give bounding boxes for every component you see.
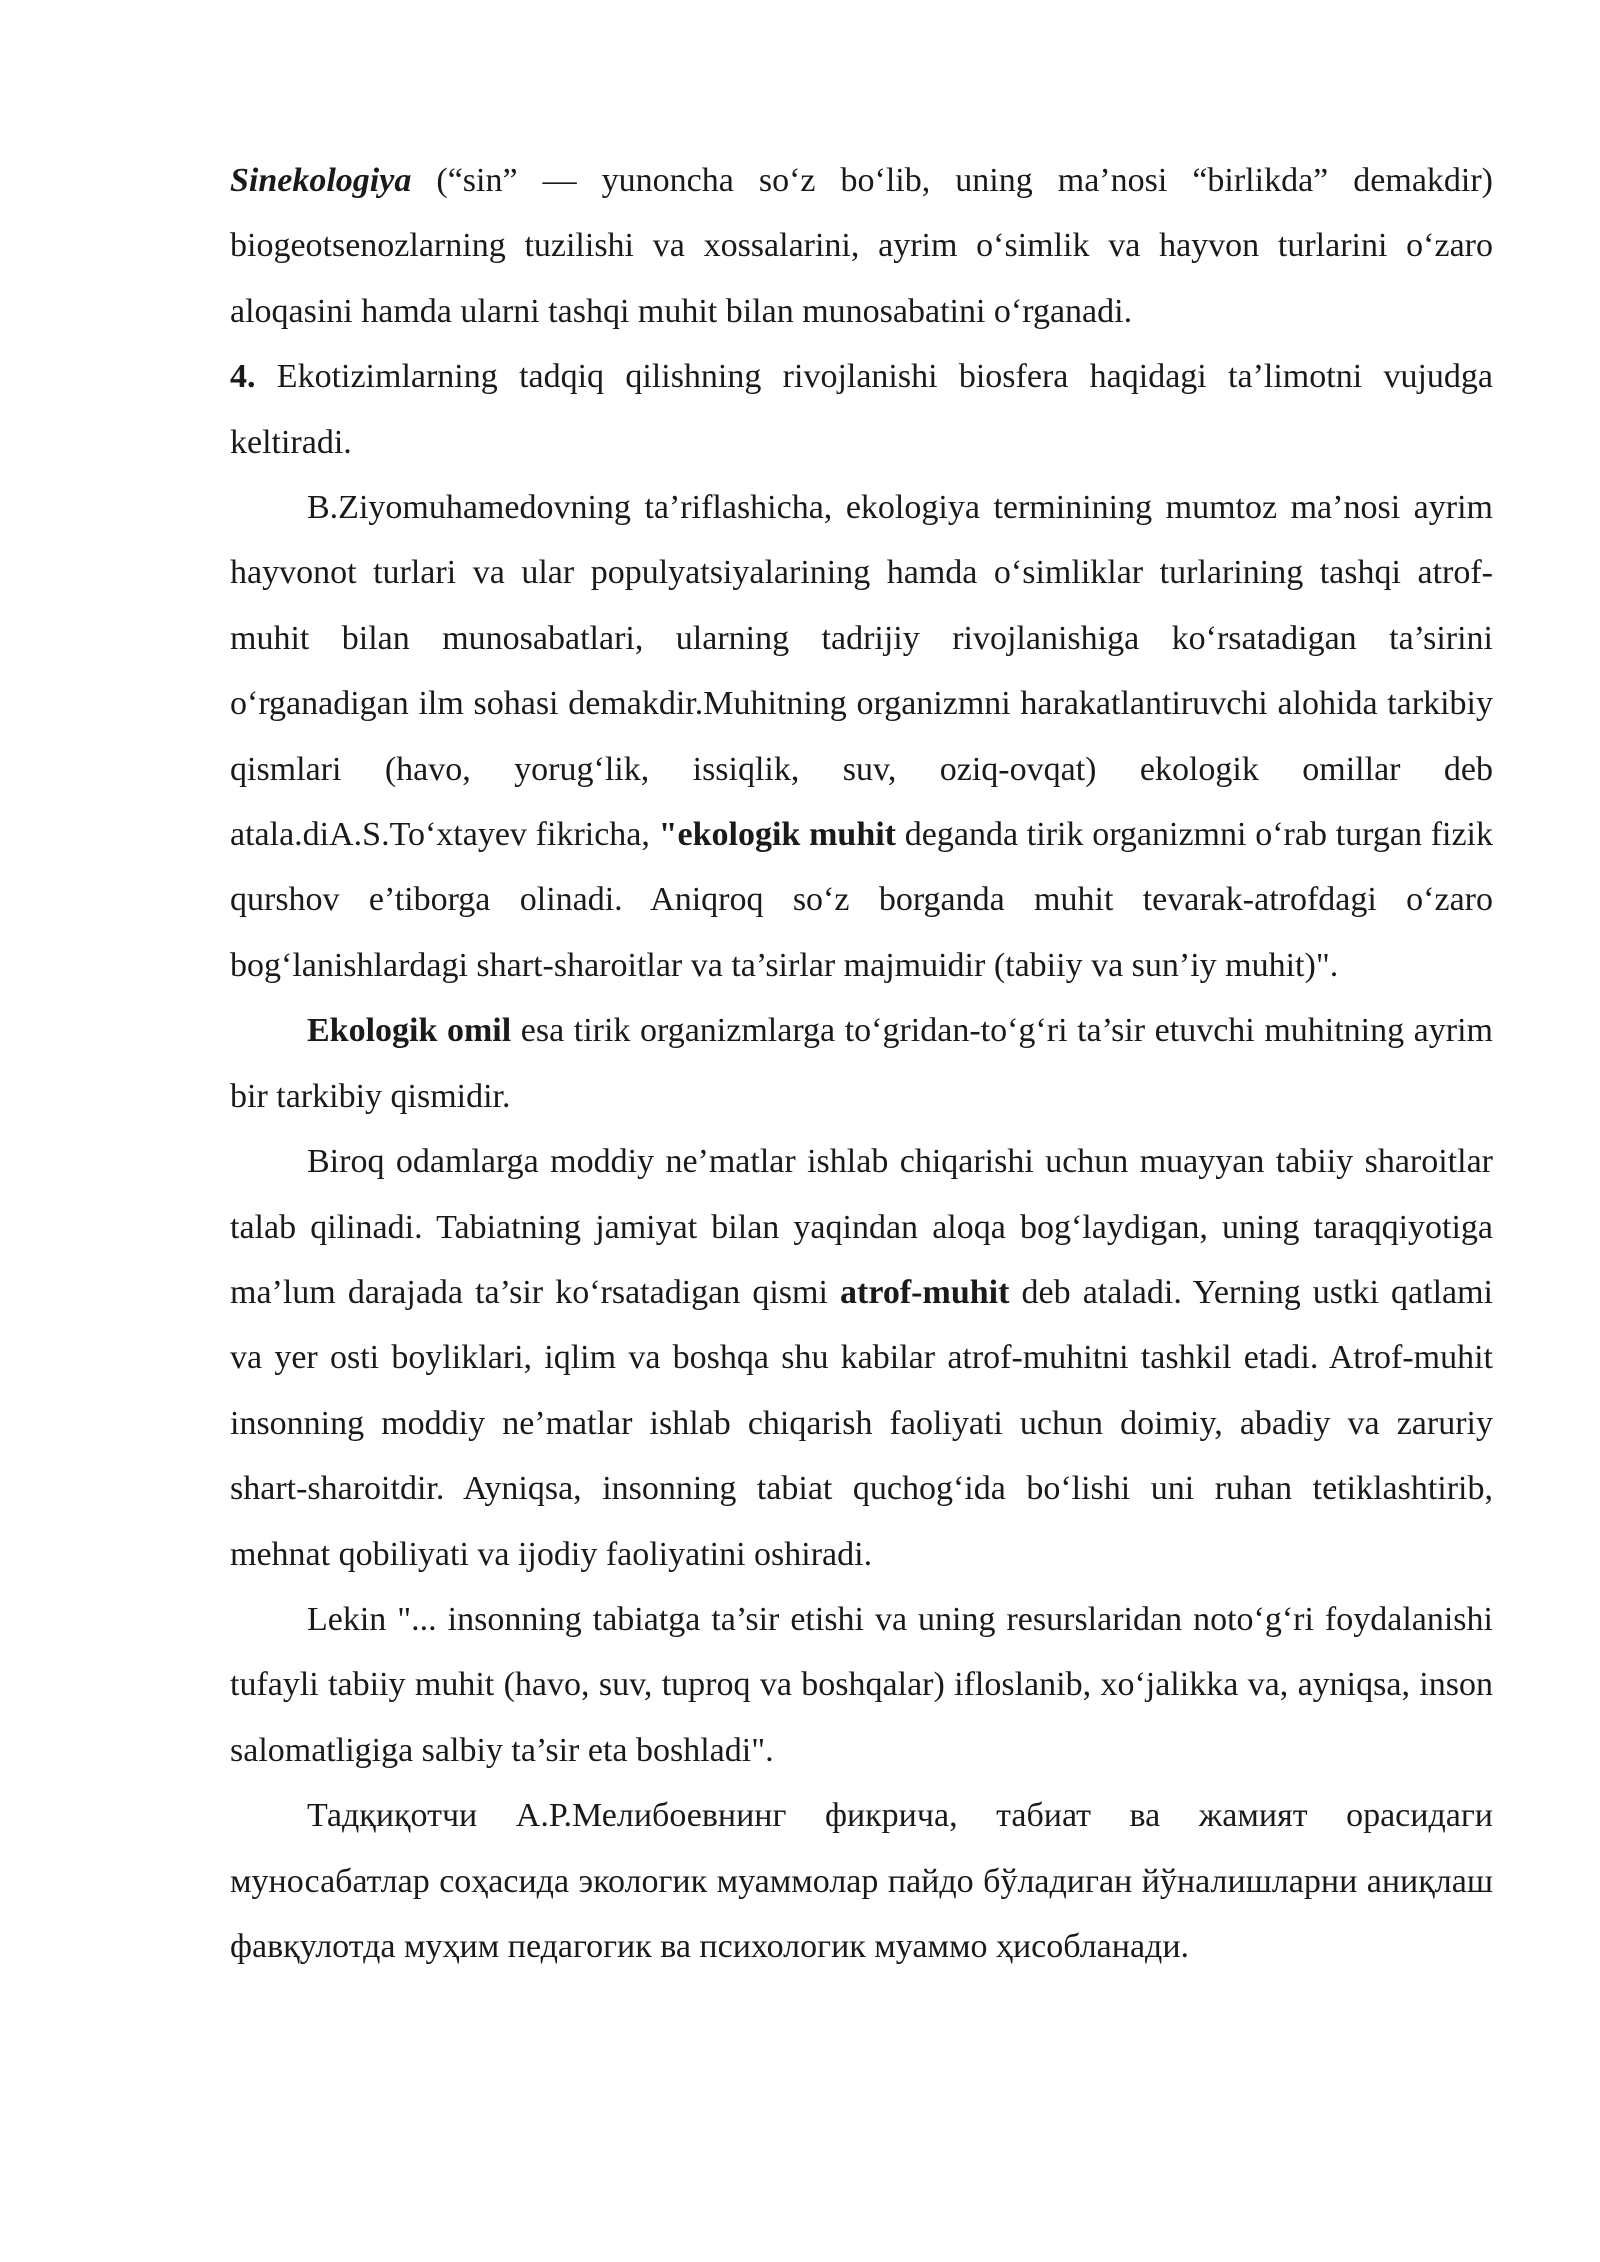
paragraph-sinekologiya: [230, 148, 1493, 344]
paragraph-ziyomuhamedov: [230, 475, 1493, 998]
document-body: [230, 148, 1493, 1979]
paragraph-text: esa tirik organizmlarga to‘gridan-to‘g‘ri ta’sir etuvchi muhitning ayrim bir tarkibiy qismidir.: [230, 1012, 1493, 1115]
paragraph-text: Biroq odamlarga moddiy ne’matlar ishlab chiqarishi uchun muayyan tabiiy sharoitlar talab qilinadi. Tabiatning jamiyat bilan yaqindan aloqa bog‘laydigan, uning taraqqiyotiga ma’lum darajada ta’sir ko‘rsatadigan qismi: [230, 1143, 1493, 1311]
term-ekologik-omil: Ekologik omil: [307, 1012, 512, 1050]
term-sinekologiya: Sinekologiya: [230, 162, 412, 199]
term-atrof-muhit: atrof-muhit: [840, 1273, 1010, 1311]
paragraph-atrof-muhit: [230, 1129, 1493, 1587]
paragraph-meliboev: [230, 1783, 1493, 1979]
paragraph-text: Ekotizimlarning tadqiq qilishning rivojlanishi biosfera haqidagi ta’limotni vujudga keltiradi.: [230, 358, 1493, 461]
paragraph-text: deganda tirik organizmni o‘rab turgan fizik qurshov e’tiborga olinadi. Aniqroq so‘z borganda muhit tevarak-atrofdagi o‘zaro bog‘lanishlardagi shart-sharoitlar va ta’sirlar majmuidir (tabiiy va sun’iy muhit)".: [230, 816, 1494, 984]
paragraph-ekotizimlar: [230, 344, 1493, 475]
paragraph-lekin: [230, 1587, 1493, 1783]
paragraph-ekologik-omil: [230, 998, 1493, 1129]
paragraph-text: deb ataladi. Yerning ustki qatlami va yer osti boyliklari, iqlim va boshqa shu kabilar atrof-muhitni tashkil etadi. Atrof-muhit insonning moddiy ne’matlar ishlab chiqarish faoliyati uchun doimiy, abadiy va zaruriy shart-sharoitdir. Ayniqsa, insonning tabiat quchog‘ida bo‘lishi uni ruhan tetiklashtirib, mehnat qobiliyati va ijodiy faoliyatini oshiradi.: [230, 1273, 1494, 1573]
list-number: 4.: [230, 358, 256, 396]
paragraph-text: B.Ziyomuhamedovning ta’riflashicha, ekologiya terminining mumtoz ma’nosi ayrim hayvonot turlari va ular populyatsiyalarining hamda o‘simliklar turlarining tashqi atrof-muhit bilan munosabatlari, ularning tadrijiy rivojlanishiga ko‘rsatadigan ta’sirini o‘rganadigan ilm sohasi demakdir.Muhitning organizmni harakatlantiruvchi alohida tarkibiy qismlari (havo, yorug‘lik, issiqlik, suv, oziq-ovqat) ekologik omillar deb atala.diA.S.To‘xtayev fikricha,: [230, 489, 1493, 854]
paragraph-text: Lekin "... insonning tabiatga ta’sir etishi va uning resurslaridan noto‘g‘ri foydalanishi tufayli tabiiy muhit (havo, suv, tuproq va boshqalar) ifloslanib, xo‘jalikka va, ayniqsa, inson salomatligiga salbiy ta’sir eta boshladi".: [230, 1600, 1493, 1769]
term-ekologik-muhit: "ekologik muhit: [658, 816, 897, 854]
paragraph-text: (“sin” — yunoncha so‘z bo‘lib, uning ma’nosi “birlikda” demakdir) biogeotsenozlarning tuzilishi va xossalarini, ayrim o‘simlik va hayvon turlarini o‘zaro aloqasini hamda ularni tashqi muhit bilan munosabatini o‘rganadi.: [230, 162, 1493, 330]
paragraph-text: Тадқиқотчи А.Р.Мелибоевнинг фикрича, табиат ва жамият орасидаги муносабатлар соҳасида экологик муаммолар пайдо бўладиган йўналишларни аниқлаш фавқулотда муҳим педагогик ва психологик муаммо ҳисобланади.: [230, 1797, 1493, 1965]
